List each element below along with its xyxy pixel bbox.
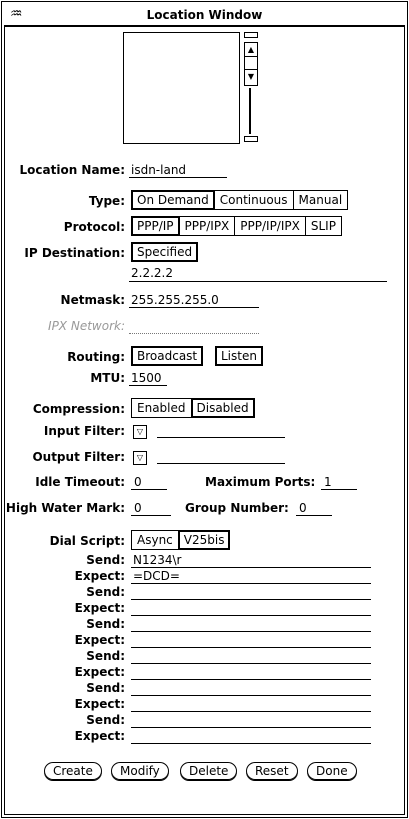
expect-label: Expect:	[74, 633, 125, 647]
window-title: Location Window	[146, 8, 263, 22]
maximum-ports-input[interactable]: 1	[324, 475, 332, 489]
window-menu-icon[interactable]: ♒	[10, 6, 23, 22]
idle-timeout-label: Idle Timeout:	[35, 475, 125, 489]
send-label: Send:	[86, 649, 125, 663]
window-pane	[4, 26, 405, 815]
group-number-input[interactable]: 0	[299, 501, 307, 515]
expect-label: Expect:	[74, 569, 125, 583]
type-on-demand[interactable]: On Demand	[131, 190, 215, 210]
list-scrollbar[interactable]	[245, 32, 255, 142]
ipx-network-label: IPX Network:	[48, 319, 125, 333]
idle-timeout-input[interactable]: 0	[134, 475, 142, 489]
routing-listen-group	[215, 346, 262, 366]
ip-destination-specified[interactable]: Specified	[131, 242, 198, 262]
type-continuous[interactable]: Continuous	[214, 190, 294, 210]
expect-label: Expect:	[74, 665, 125, 679]
scrollbar-cable	[249, 88, 251, 134]
protocol-ppp-ipx[interactable]: PPP/IPX	[179, 216, 236, 236]
maximum-ports-label: Maximum Ports:	[205, 475, 316, 489]
scrollbar-elevator[interactable]	[244, 42, 258, 86]
mtu-label: MTU:	[90, 371, 125, 385]
dial-script-label: Dial Script:	[49, 534, 125, 548]
ip-destination-label: IP Destination:	[24, 246, 125, 260]
ip-destination-input[interactable]: 2.2.2.2	[131, 266, 173, 280]
delete-button[interactable]: Delete	[180, 762, 237, 780]
scrollbar-top-cap[interactable]	[244, 32, 258, 38]
send-label: Send:	[86, 553, 125, 567]
expect-label: Expect:	[74, 729, 125, 743]
group-number-label: Group Number:	[185, 501, 289, 515]
netmask-label: Netmask:	[60, 293, 125, 307]
input-filter-dropdown-icon[interactable]: ▽	[133, 425, 147, 439]
type-selector	[131, 190, 347, 210]
input-filter-label: Input Filter:	[43, 424, 125, 438]
output-filter-dropdown-icon[interactable]: ▽	[133, 451, 147, 465]
location-name-label: Location Name:	[19, 163, 125, 177]
routing-broadcast-group	[131, 346, 202, 366]
type-manual[interactable]: Manual	[293, 190, 349, 210]
protocol-ppp-ip[interactable]: PPP/IP	[131, 216, 180, 236]
dial-script-v25bis[interactable]: V25bis	[178, 530, 231, 550]
dial-script-async[interactable]: Async	[131, 530, 179, 550]
send-input[interactable]: N1234\r	[133, 553, 182, 567]
compression-label: Compression:	[32, 402, 125, 416]
netmask-input[interactable]: 255.255.255.0	[131, 293, 219, 307]
done-button[interactable]: Done	[307, 762, 357, 780]
protocol-ppp-ip-ipx[interactable]: PPP/IP/IPX	[234, 216, 306, 236]
compression-disabled[interactable]: Disabled	[191, 398, 255, 418]
protocol-selector	[131, 216, 341, 236]
output-filter-label: Output Filter:	[32, 450, 125, 464]
modify-button[interactable]: Modify	[111, 762, 169, 780]
routing-listen[interactable]: Listen	[215, 346, 263, 366]
location-list[interactable]	[123, 32, 240, 144]
expect-input[interactable]: =DCD=	[133, 569, 180, 583]
routing-label: Routing:	[67, 350, 125, 364]
scroll-down-icon[interactable]: ▼	[245, 69, 257, 84]
type-label: Type:	[88, 194, 125, 208]
compression-selector	[131, 398, 254, 418]
reset-button[interactable]: Reset	[246, 762, 298, 780]
send-label: Send:	[86, 713, 125, 727]
send-label: Send:	[86, 617, 125, 631]
protocol-slip[interactable]: SLIP	[305, 216, 342, 236]
expect-label: Expect:	[74, 601, 125, 615]
protocol-label: Protocol:	[63, 220, 125, 234]
high-water-mark-input[interactable]: 0	[134, 501, 142, 515]
routing-broadcast[interactable]: Broadcast	[131, 346, 203, 366]
dial-script-selector	[131, 530, 229, 550]
ip-destination-selector	[131, 242, 197, 262]
send-label: Send:	[86, 681, 125, 695]
scrollbar-bottom-cap[interactable]	[244, 136, 258, 142]
location-name-input[interactable]: isdn-land	[131, 163, 187, 177]
mtu-input[interactable]: 1500	[131, 371, 162, 385]
expect-label: Expect:	[74, 697, 125, 711]
scroll-up-icon[interactable]: ▲	[247, 45, 255, 54]
send-label: Send:	[86, 585, 125, 599]
high-water-mark-label: High Water Mark:	[5, 501, 125, 515]
compression-enabled[interactable]: Enabled	[131, 398, 192, 418]
create-button[interactable]: Create	[44, 762, 102, 780]
